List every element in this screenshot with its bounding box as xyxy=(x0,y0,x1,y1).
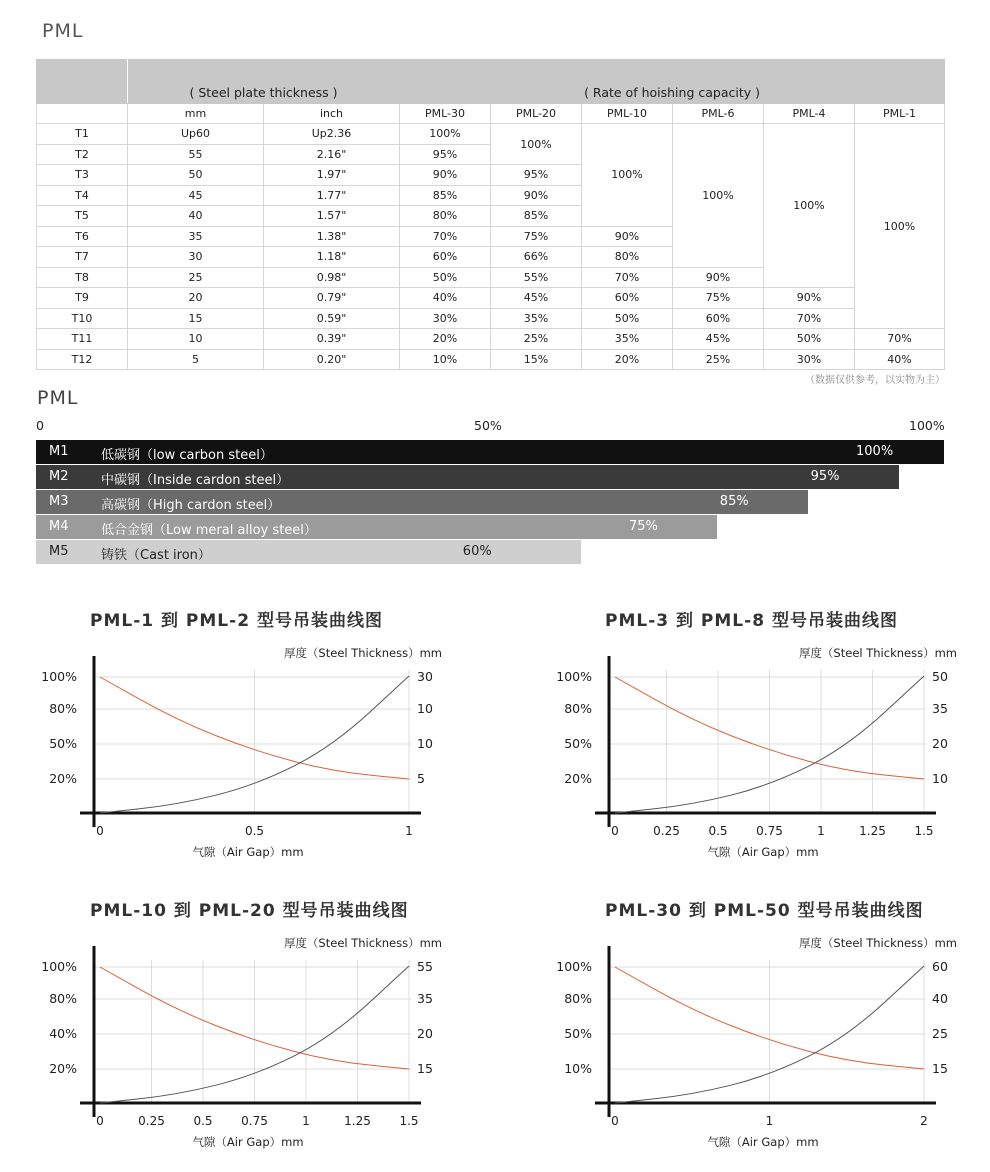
table-row xyxy=(37,288,945,309)
x-tick-label: 0.5 xyxy=(193,1114,213,1128)
chart-title: PML-1 到 PML-2 型号吊装曲线图 xyxy=(90,611,383,631)
material-name: 中碳钢（Inside cardon steel） xyxy=(101,473,290,488)
x-tick-label: 0.5 xyxy=(244,824,265,838)
cell-pml30: 80% xyxy=(400,206,491,227)
cell-inch: 0.39" xyxy=(264,329,400,350)
y-right-tick-label: 35 xyxy=(417,991,433,1006)
cell-pml4: 50% xyxy=(764,329,855,350)
chart-svg xyxy=(0,890,470,1160)
scale-mid: 50% xyxy=(474,418,502,433)
material-code: M1 xyxy=(49,444,69,459)
cell-pml30: 30% xyxy=(400,308,491,329)
y-left-tick-label: 20% xyxy=(564,771,592,786)
header-empty xyxy=(37,104,128,124)
col-model-header: PML-10 xyxy=(582,104,673,124)
y-left-tick-label: 40% xyxy=(49,1026,77,1041)
cell-grade: T9 xyxy=(37,288,128,309)
cell-mm: 30 xyxy=(128,247,264,268)
cell-pml20: 55% xyxy=(491,267,582,288)
material-bar-m2 xyxy=(36,465,899,489)
cell-grade: T12 xyxy=(37,349,128,370)
material-name: 高碳钢（High cardon steel） xyxy=(101,498,281,513)
y-left-tick-label: 20% xyxy=(49,1061,77,1076)
group-rate-header: ( Rate of hoishing capacity ) xyxy=(400,60,945,104)
y-right-tick-label: 10 xyxy=(932,771,948,786)
x-tick-label: 1 xyxy=(765,1114,774,1128)
y-left-tick-label: 50% xyxy=(49,736,77,751)
x-tick-label: 1 xyxy=(302,1114,310,1128)
cell-pml20: 90% xyxy=(491,185,582,206)
x-tick-label: 0 xyxy=(611,1114,619,1128)
capacity-table xyxy=(36,59,945,370)
cell-pml20: 15% xyxy=(491,349,582,370)
y-right-tick-label: 60 xyxy=(932,959,948,974)
cell-inch: 0.20" xyxy=(264,349,400,370)
y-right-axis-label: 厚度（Steel Thickness）mm xyxy=(283,646,442,660)
cell-mm: 25 xyxy=(128,267,264,288)
x-tick-label: 0 xyxy=(96,824,104,838)
cell-mm: 20 xyxy=(128,288,264,309)
cell-mm: 55 xyxy=(128,144,264,165)
material-bar-m3 xyxy=(36,490,808,514)
cell-pml30: 95% xyxy=(400,144,491,165)
cell-inch: 0.79" xyxy=(264,288,400,309)
y-left-tick-label: 100% xyxy=(41,669,77,684)
y-left-tick-label: 10% xyxy=(564,1061,592,1076)
table-row xyxy=(37,308,945,329)
material-code: M2 xyxy=(49,469,69,484)
y-left-tick-label: 50% xyxy=(564,736,592,751)
cell-mm: 45 xyxy=(128,185,264,206)
y-left-tick-label: 50% xyxy=(564,1026,592,1041)
material-percent: 95% xyxy=(810,469,840,484)
cell-inch: 1.18" xyxy=(264,247,400,268)
cell-pml10-merged: 100% xyxy=(582,124,673,227)
y-right-tick-label: 15 xyxy=(417,1061,433,1076)
cell-inch: 1.38" xyxy=(264,226,400,247)
cell-pml30: 85% xyxy=(400,185,491,206)
y-right-tick-label: 35 xyxy=(932,701,948,716)
x-tick-label: 1.5 xyxy=(399,1114,419,1128)
cell-pml6: 75% xyxy=(673,288,764,309)
x-tick-label: 0 xyxy=(611,824,619,838)
col-mm-header: mm xyxy=(128,104,264,124)
cell-pml4: 90% xyxy=(764,288,855,309)
cell-pml20: 75% xyxy=(491,226,582,247)
cell-pml10: 50% xyxy=(582,308,673,329)
scale-max: 100% xyxy=(909,418,945,433)
x-axis-label: 气隙（Air Gap）mm xyxy=(192,845,304,859)
cell-pml1: 40% xyxy=(855,349,945,370)
cell-grade: T11 xyxy=(37,329,128,350)
cell-pml30: 90% xyxy=(400,165,491,186)
cell-pml4: 30% xyxy=(764,349,855,370)
cell-inch: 1.77" xyxy=(264,185,400,206)
chart-svg xyxy=(515,600,985,870)
materials-title: PML xyxy=(37,387,79,409)
cell-pml10: 80% xyxy=(582,247,673,268)
cell-pml10: 20% xyxy=(582,349,673,370)
material-code: M4 xyxy=(49,519,69,534)
x-tick-label: 1 xyxy=(817,824,825,838)
cell-mm: 35 xyxy=(128,226,264,247)
x-tick-label: 2 xyxy=(920,1114,928,1128)
y-right-tick-label: 25 xyxy=(932,1026,948,1041)
cell-pml10: 90% xyxy=(582,226,673,247)
y-left-tick-label: 100% xyxy=(41,959,77,974)
col-model-header: PML-20 xyxy=(491,104,582,124)
x-tick-label: 1 xyxy=(405,824,413,838)
y-left-tick-label: 80% xyxy=(564,701,592,716)
cell-mm: 50 xyxy=(128,165,264,186)
cell-pml30: 70% xyxy=(400,226,491,247)
cell-pml30: 40% xyxy=(400,288,491,309)
chart-title: PML-10 到 PML-20 型号吊装曲线图 xyxy=(90,901,409,921)
y-left-tick-label: 80% xyxy=(49,991,77,1006)
chart-3 xyxy=(0,890,470,1160)
scale-min: 0 xyxy=(36,418,44,433)
cell-grade: T1 xyxy=(37,124,128,145)
cell-pml20: 85% xyxy=(491,206,582,227)
chart-1 xyxy=(0,600,470,870)
material-bar-m4 xyxy=(36,515,717,539)
cell-grade: T4 xyxy=(37,185,128,206)
material-percent: 85% xyxy=(719,494,749,509)
y-left-tick-label: 100% xyxy=(556,959,592,974)
table-note: （数据仅供参考，以实物为主） xyxy=(805,375,945,386)
cell-grade: T3 xyxy=(37,165,128,186)
material-code: M5 xyxy=(49,544,69,559)
table-row xyxy=(37,329,945,350)
x-tick-label: 0.5 xyxy=(708,824,728,838)
material-name: 铸铁（Cast iron） xyxy=(101,548,211,563)
cell-pml1-merged: 100% xyxy=(855,124,945,329)
cell-pml1: 70% xyxy=(855,329,945,350)
x-axis-label: 气隙（Air Gap）mm xyxy=(192,1135,304,1149)
cell-pml10: 35% xyxy=(582,329,673,350)
y-right-tick-label: 5 xyxy=(417,771,425,786)
cell-inch: Up2.36 xyxy=(264,124,400,145)
chart-svg xyxy=(0,600,470,870)
y-left-tick-label: 80% xyxy=(564,991,592,1006)
cell-pml30: 50% xyxy=(400,267,491,288)
chart-4 xyxy=(515,890,985,1160)
y-right-tick-label: 10 xyxy=(417,701,433,716)
cell-inch: 0.98" xyxy=(264,267,400,288)
y-right-tick-label: 20 xyxy=(417,1026,433,1041)
cell-grade: T6 xyxy=(37,226,128,247)
cell-pml20: 66% xyxy=(491,247,582,268)
x-tick-label: 0.75 xyxy=(241,1114,268,1128)
cell-pml20: 95% xyxy=(491,165,582,186)
cell-pml20: 45% xyxy=(491,288,582,309)
cell-pml4-merged: 100% xyxy=(764,124,855,288)
cell-mm: 10 xyxy=(128,329,264,350)
material-name: 低碳钢（low carbon steel） xyxy=(101,448,273,463)
y-right-tick-label: 50 xyxy=(932,669,948,684)
y-right-tick-label: 55 xyxy=(417,959,433,974)
cell-grade: T8 xyxy=(37,267,128,288)
cell-inch: 1.57" xyxy=(264,206,400,227)
col-inch-header: inch xyxy=(264,104,400,124)
material-code: M3 xyxy=(49,494,69,509)
y-left-tick-label: 100% xyxy=(556,669,592,684)
col-model-header: PML-1 xyxy=(855,104,945,124)
material-bar-m5 xyxy=(36,540,581,564)
y-right-tick-label: 40 xyxy=(932,991,948,1006)
cell-mm: Up60 xyxy=(128,124,264,145)
x-tick-label: 0.25 xyxy=(653,824,680,838)
material-bar-m1 xyxy=(36,440,944,464)
x-tick-label: 1.25 xyxy=(859,824,886,838)
cell-pml4: 70% xyxy=(764,308,855,329)
cell-pml6: 45% xyxy=(673,329,764,350)
cell-pml20: 35% xyxy=(491,308,582,329)
cell-grade: T5 xyxy=(37,206,128,227)
cell-inch: 0.59" xyxy=(264,308,400,329)
cell-mm: 5 xyxy=(128,349,264,370)
table-row xyxy=(37,124,945,145)
x-tick-label: 0 xyxy=(96,1114,104,1128)
y-left-tick-label: 80% xyxy=(49,701,77,716)
cell-pml6: 90% xyxy=(673,267,764,288)
cell-pml30: 60% xyxy=(400,247,491,268)
cell-grade: T10 xyxy=(37,308,128,329)
chart-title: PML-3 到 PML-8 型号吊装曲线图 xyxy=(605,611,898,631)
cell-pml20-merged: 100% xyxy=(491,124,582,165)
chart-title: PML-30 到 PML-50 型号吊装曲线图 xyxy=(605,901,924,921)
cell-pml6: 60% xyxy=(673,308,764,329)
cell-pml10: 70% xyxy=(582,267,673,288)
x-tick-label: 1.5 xyxy=(914,824,934,838)
material-percent: 75% xyxy=(629,519,658,534)
col-model-header: PML-4 xyxy=(764,104,855,124)
cell-pml6: 25% xyxy=(673,349,764,370)
cell-mm: 40 xyxy=(128,206,264,227)
chart-svg xyxy=(515,890,985,1160)
col-model-header: PML-6 xyxy=(673,104,764,124)
cell-pml20: 25% xyxy=(491,329,582,350)
x-axis-label: 气隙（Air Gap）mm xyxy=(707,1135,819,1149)
cell-grade: T2 xyxy=(37,144,128,165)
cell-mm: 15 xyxy=(128,308,264,329)
y-right-axis-label: 厚度（Steel Thickness）mm xyxy=(283,936,442,950)
y-right-tick-label: 20 xyxy=(932,736,948,751)
cell-grade: T7 xyxy=(37,247,128,268)
chart-2 xyxy=(515,600,985,870)
cell-pml30: 10% xyxy=(400,349,491,370)
y-right-tick-label: 30 xyxy=(417,669,433,684)
y-right-tick-label: 10 xyxy=(417,736,433,751)
cell-pml30: 20% xyxy=(400,329,491,350)
y-right-axis-label: 厚度（Steel Thickness）mm xyxy=(798,646,957,660)
cell-pml10: 60% xyxy=(582,288,673,309)
material-percent: 100% xyxy=(856,444,894,459)
table-row xyxy=(37,349,945,370)
x-tick-label: 1.25 xyxy=(344,1114,371,1128)
cell-pml30: 100% xyxy=(400,124,491,145)
y-right-axis-label: 厚度（Steel Thickness）mm xyxy=(798,936,957,950)
page-title: PML xyxy=(42,20,84,42)
group-steel-header: ( Steel plate thickness ) xyxy=(128,60,400,104)
cell-inch: 1.97" xyxy=(264,165,400,186)
header-blank xyxy=(37,60,128,104)
x-tick-label: 0.75 xyxy=(756,824,783,838)
cell-inch: 2.16" xyxy=(264,144,400,165)
x-tick-label: 0.25 xyxy=(138,1114,165,1128)
y-left-tick-label: 20% xyxy=(49,771,77,786)
y-right-tick-label: 15 xyxy=(932,1061,948,1076)
cell-pml6-merged: 100% xyxy=(673,124,764,268)
x-axis-label: 气隙（Air Gap）mm xyxy=(707,845,819,859)
col-model-header: PML-30 xyxy=(400,104,491,124)
material-name: 低合金钢（Low meral alloy steel） xyxy=(101,523,317,538)
material-percent: 60% xyxy=(462,544,492,559)
